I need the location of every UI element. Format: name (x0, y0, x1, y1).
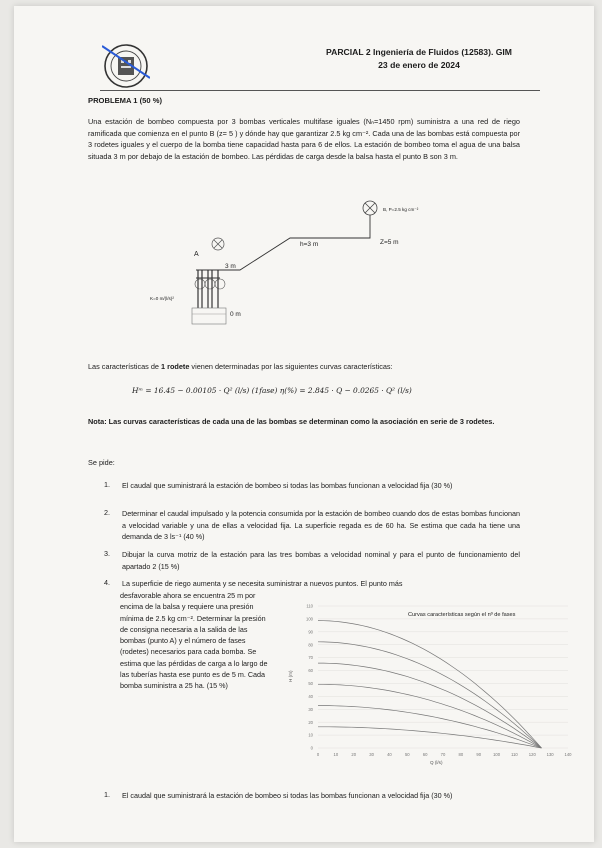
label-k: K=0 m/(l/s)² (150, 296, 174, 301)
y-tick-label: 30 (308, 706, 313, 712)
x-tick-label: 10 (333, 752, 339, 757)
x-tick-label: 120 (528, 752, 536, 757)
x-tick-label: 40 (387, 752, 392, 757)
y-tick-label: 70 (308, 655, 313, 661)
question-3: Dibujar la curva motriz de la estación para las tres bombas a velocidad nominal y para el punto de funcionamiento del apartado 2 (15 %) (122, 550, 520, 571)
y-tick-label: 0 (310, 745, 313, 751)
x-tick-label: 90 (476, 752, 482, 757)
question-2-number: 2. (104, 508, 110, 517)
y-tick-label: 40 (308, 693, 313, 699)
chart-curves (318, 621, 542, 748)
curves-note: Nota: Las curvas características de cada una de las bombas se determinan como la asociación en serie de 3 rodetes. (88, 417, 495, 426)
label-z: Z=5 m (380, 239, 399, 246)
x-tick-label: 80 (458, 752, 464, 757)
chart-y-ticks (306, 604, 314, 751)
question-4-continued: desfavorable ahora se encuentra 25 m por encima de la balsa y requiere una presión mínima de 2.5 kg cm⁻². Determinar la presión de consigna necesaria a la salida de las bombas (punto A) y el número de fases (rodetes) necesarios para cada bomba. Se estima que las pérdidas de carga a lo largo de las tuberías hasta ese punto es de 5 m. Cada bomba suministra a 25 ha. (15 %) (120, 591, 268, 691)
y-tick-label: 80 (308, 642, 313, 648)
x-tick-label: 70 (440, 752, 446, 757)
y-tick-label: 50 (308, 681, 313, 687)
label-0m: 0 m (230, 311, 241, 318)
question-4: La superficie de riego aumenta y se necesita suministrar a nuevos puntos. El punto más (122, 579, 403, 588)
x-tick-label: 110 (511, 752, 518, 757)
header-divider (100, 90, 540, 91)
label-3m: 3 m (225, 263, 236, 270)
exam-header (254, 46, 584, 72)
chart-y-label: H (m) (288, 670, 293, 682)
x-tick-label: 20 (351, 752, 357, 757)
chart-x-ticks (317, 752, 572, 757)
chart-x-label: Q (l/s) (430, 760, 443, 765)
chart-title: Curvas características según el nº de fases (408, 612, 516, 618)
pumping-station-diagram (140, 196, 440, 332)
exam-date: 23 de enero de 2024 (378, 60, 460, 70)
valve-b-icon (363, 201, 377, 215)
x-tick-label: 130 (546, 752, 554, 757)
curves-intro: Las características de 1 rodete vienen determinadas por las siguientes curvas características: (88, 362, 393, 371)
problem-statement: Una estación de bombeo compuesta por 3 bombas verticales multifase iguales (Nₙ=1450 rpm) suministra a una red de riego ramificada que comienza en el punto B (z= 5 ) y dónde hay que garantizar 2.5 kg cm⁻². Cada una de las bombas está compuesta por 3 rodetes iguales y el cuerpo de la bomba tiene capacidad hasta para 6 de ellos. La estación de bombeo toma el agua de una balsa situada 3 m por debajo de la estación de bombeo. Las pérdidas de carga desde la balsa hasta el punto B son 3 m. (88, 117, 520, 161)
y-tick-label: 10 (308, 732, 313, 738)
x-tick-label: 100 (493, 752, 501, 757)
curve-series-5 (318, 706, 542, 749)
label-b: B, P=2.5 kg cm⁻² (383, 207, 419, 212)
problem-heading: PROBLEMA 1 (50 %) (88, 96, 162, 105)
repeat-question: El caudal que suministrará la estación de bombeo si todas las bombas funcionan a velocidad fija (30 %) (122, 791, 453, 800)
question-2: Determinar el caudal impulsado y la potencia consumida por la estación de bombeo cuando dos de estas bombas funcionan a velocidad variable y una de ellas a velocidad fija. La superficie regada es de 60 ha. Se estima que cada ha tiene una demanda de 3 ls⁻¹ (40 %) (122, 509, 520, 541)
label-a: A (194, 251, 199, 258)
question-3-number: 3. (104, 549, 110, 558)
question-1-number: 1. (104, 480, 110, 489)
y-tick-label: 20 (308, 719, 313, 725)
x-tick-label: 30 (369, 752, 374, 757)
x-tick-label: 50 (404, 752, 410, 757)
y-tick-label: 110 (306, 603, 313, 609)
pump-icons (195, 270, 225, 308)
x-tick-label: 0 (316, 752, 320, 757)
y-tick-label: 100 (306, 616, 313, 622)
y-tick-label: 90 (308, 629, 313, 635)
x-tick-label: 140 (564, 752, 572, 757)
phase-curves-chart (280, 592, 576, 768)
pipeline (205, 215, 370, 270)
questions-intro: Se pide: (88, 458, 115, 467)
university-seal-logo (102, 42, 150, 90)
reservoir (192, 308, 226, 324)
valve-a-icon (212, 238, 224, 250)
characteristic-equation: Hᵐ = 16.45 − 0.00105 · Q² (l/s) (1fase) η(%) = 2.845 · Q − 0.0265 · Q² (l/s) (132, 386, 412, 395)
question-4-number: 4. (104, 578, 110, 587)
label-h: h=3 m (300, 241, 319, 248)
chart-grid (318, 606, 568, 748)
exam-title: PARCIAL 2 Ingeniería de Fluidos (12583). GIM (326, 47, 512, 57)
repeat-question-number: 1. (104, 790, 110, 799)
question-1: El caudal que suministrará la estación de bombeo si todas las bombas funcionan a velocidad fija (30 %) (122, 481, 453, 490)
x-tick-label: 60 (422, 752, 428, 757)
y-tick-label: 60 (308, 668, 313, 674)
